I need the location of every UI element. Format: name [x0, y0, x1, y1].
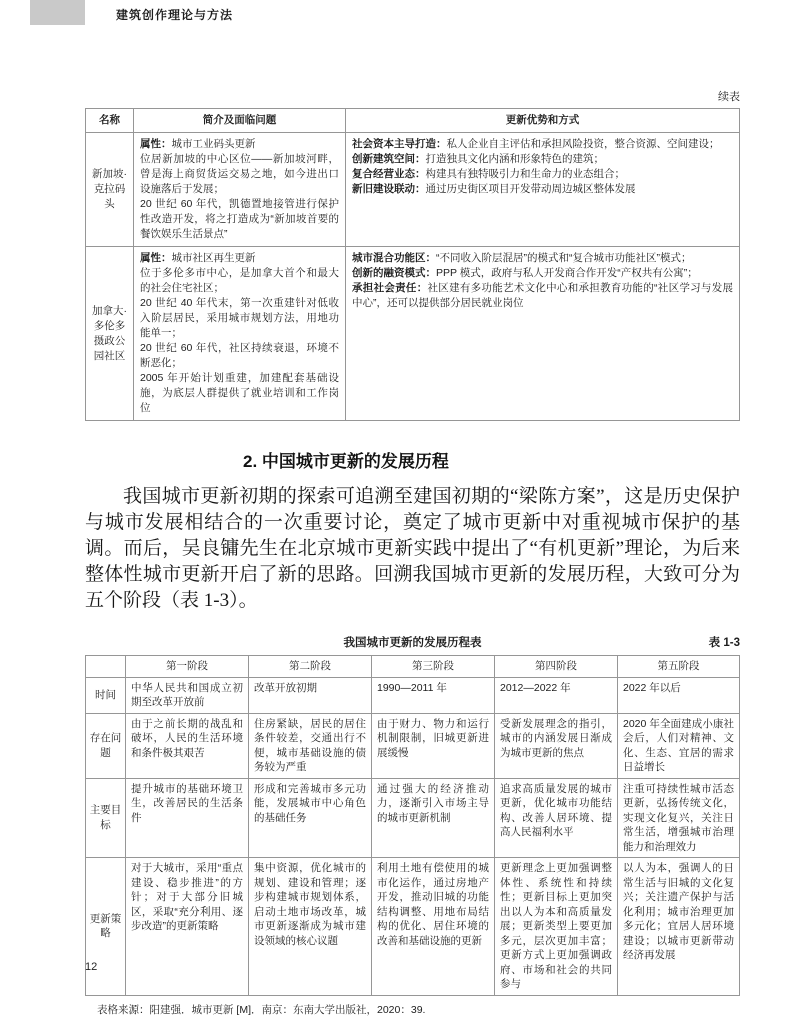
section-heading: 2. 中国城市更新的发展历程 [243, 452, 449, 471]
table-cell: 受新发展理念的指引，城市的内涵发展日渐成为城市更新的焦点 [495, 713, 618, 778]
item-lead-label: 新旧建设联动： [352, 183, 426, 195]
cell-paragraph: 复合经营业态：构建具有独特吸引力和生命力的业态组合； [352, 168, 625, 180]
cell-paragraph: 位居新加坡的中心区位——新加坡河畔，曾是海上商贸货运交易之地，如今进出口设施落后于发展； [140, 153, 339, 195]
case-name: 加拿大·多伦多摄政公园社区 [86, 247, 134, 421]
table-header-row [86, 109, 740, 133]
table-title: 我国城市更新的发展历程表 [343, 637, 482, 649]
stage-header: 第二阶段 [249, 656, 372, 678]
item-lead-label: 社会资本主导打造： [352, 138, 447, 150]
cell-paragraph: 位于多伦多市中心，是加拿大首个和最大的社会住宅社区； [140, 267, 339, 294]
cell-paragraph: 属性：城市社区再生更新 [140, 252, 256, 264]
table-row-time [86, 677, 740, 713]
table-cell: 2022 年以后 [618, 677, 740, 713]
cell-paragraph: 20 世纪 60 年代，凯德置地接管进行保护性改造开发，将之打造成为“新加坡首要的餐饮娱乐生活景点” [140, 198, 339, 240]
table-cell: 1990—2011 年 [372, 677, 495, 713]
table-cell: 改革开放初期 [249, 677, 372, 713]
table-row-goals [86, 778, 740, 858]
table-cell: 对于大城市，采用“重点建设、稳步推进”的方针；对于大部分旧城区，采取“充分利用、逐步改造”的更新策略 [126, 858, 249, 996]
case-advantages-cell [346, 247, 740, 421]
table-cell: 提升城市的基础环境卫生，改善居民的生活条件 [126, 778, 249, 858]
table-row-regent-park [86, 247, 740, 421]
body-paragraph: 我国城市更新初期的探索可追溯至建国初期的“梁陈方案”，这是历史保护与城市发展相结合的一次重要讨论，奠定了城市更新中对重视城市保护的基调。而后，吴良镛先生在北京城市更新实践中提出了“有机更新”理论，为后来整体性城市更新开启了新的思路。回溯我国城市更新的发展历程，大致可分为五个阶段（表 1-3）。 [85, 486, 740, 611]
table-source-note: 表格来源：阳建强．城市更新 [M]．南京：东南大学出版社，2020：39. [97, 1003, 426, 1016]
development-stages-table [85, 655, 740, 996]
case-name: 新加坡·克拉码头 [86, 133, 134, 247]
table-cell: 追求高质量发展的城市更新，优化城市功能结构、改善人居环境、提高人民福利水平 [495, 778, 618, 858]
header-corner-block [30, 0, 85, 25]
column-header-advantages: 更新优势和方式 [346, 109, 740, 133]
table-cell: 以人为本，强调人的日常生活与旧城的文化复兴；关注遗产保护与活化利用；城市治理更加多元化；宜居人居环境建设；以城市更新带动经济再发展 [618, 858, 740, 996]
table-cell: 利用土地有偿使用的城市化运作，通过房地产开发，推动旧城的功能结构调整、用地布局结构的优化、居住环境的改善和基础设施的更新 [372, 858, 495, 996]
row-label: 主要目标 [86, 778, 126, 858]
table-cell: 更新理念上更加强调整体性、系统性和持续性；更新目标上更加突出以人为本和高质量发展；更新类型上要更加多元，层次更加丰富；更新方式上更加强调政府、市场和社会的共同参与 [495, 858, 618, 996]
table-row-clarke-quay [86, 133, 740, 247]
item-lead-label: 属性： [140, 138, 172, 150]
column-header-intro: 简介及面临问题 [134, 109, 346, 133]
table-caption [85, 634, 740, 650]
case-intro-cell [134, 133, 346, 247]
item-lead-label: 城市混合功能区： [352, 252, 436, 264]
cell-paragraph: 2005 年开始计划重建，加建配套基础设施，为底层人群提供了就业培训和工作岗位 [140, 372, 339, 414]
cell-paragraph: 创新建筑空间：打造独具文化内涵和形象特色的建筑； [352, 153, 604, 165]
cell-paragraph: 20 世纪 60 年代，社区持续衰退，环境不断恶化； [140, 342, 339, 369]
item-lead-label: 属性： [140, 252, 172, 264]
table-cell: 注重可持续性城市活态更新，弘扬传统文化，实现文化复兴，关注日常生活，增强城市治理能力和治理效力 [618, 778, 740, 858]
table-cell: 由于财力、物力和运行机制限制，旧城更新进展缓慢 [372, 713, 495, 778]
stage-header: 第一阶段 [126, 656, 249, 678]
cell-paragraph: 城市混合功能区：“不同收入阶层混居”的模式和“复合城市功能社区”模式； [352, 252, 692, 264]
item-lead-label: 创新的融资模式： [352, 267, 436, 279]
table-cell: 由于之前长期的战乱和破坏，人民的生活环境和条件极其艰苦 [126, 713, 249, 778]
table-header-row [86, 656, 740, 678]
item-lead-label: 创新建筑空间： [352, 153, 426, 165]
row-label: 时间 [86, 677, 126, 713]
corner-cell [86, 656, 126, 678]
item-lead-label: 承担社会责任： [352, 282, 428, 294]
page-content [0, 88, 790, 1017]
table-cell: 2012—2022 年 [495, 677, 618, 713]
item-lead-label: 复合经营业态： [352, 168, 426, 180]
table-cell: 形成和完善城市多元功能，发展城市中心角色的基础任务 [249, 778, 372, 858]
row-label: 存在问题 [86, 713, 126, 778]
table-continued-label: 续表 [718, 91, 740, 103]
table-row-problems [86, 713, 740, 778]
cell-paragraph: 20 世纪 40 年代末，第一次重建针对低收入阶层居民，采用城市规划方法，用地功能单一； [140, 297, 339, 339]
cell-paragraph: 承担社会责任：社区建有多功能艺术文化中心和承担教育功能的“社区学习与发展中心”，还可以提供部分居民就业岗位 [352, 282, 733, 309]
cell-paragraph: 创新的融资模式：PPP 模式，政府与私人开发商合作开发“产权共有公寓”； [352, 267, 698, 279]
running-head-title: 建筑创作理论与方法 [116, 8, 234, 22]
page-header [0, 0, 790, 26]
table-cell: 集中资源，优化城市的规划、建设和管理；逐步构建城市规划体系，启动土地市场改革，城市更新逐渐成为城市建设领域的核心议题 [249, 858, 372, 996]
table-cell: 中华人民共和国成立初期至改革开放前 [126, 677, 249, 713]
case-advantages-cell [346, 133, 740, 247]
table-cell: 住房紧缺，居民的居住条件较差，交通出行不便，城市基础设施的债务较为严重 [249, 713, 372, 778]
table-row-strategies [86, 858, 740, 996]
stage-header: 第四阶段 [495, 656, 618, 678]
column-header-name: 名称 [86, 109, 134, 133]
table-cell: 2020 年全面建成小康社会后，人们对精神、文化、生态、宜居的需求日益增长 [618, 713, 740, 778]
cell-paragraph: 社会资本主导打造：私人企业自主评估和承担风险投资，整合资源、空间建设； [352, 138, 720, 150]
row-label: 更新策略 [86, 858, 126, 996]
stage-header: 第三阶段 [372, 656, 495, 678]
case-intro-cell [134, 247, 346, 421]
table-cell: 通过强大的经济推动力，逐渐引入市场主导的城市更新机制 [372, 778, 495, 858]
page-number: 12 [85, 961, 98, 973]
case-study-table [85, 108, 740, 421]
stage-header: 第五阶段 [618, 656, 740, 678]
cell-paragraph: 新旧建设联动：通过历史街区项目开发带动周边城区整体发展 [352, 183, 636, 195]
cell-paragraph: 属性：城市工业码头更新 [140, 138, 256, 150]
table-number-label: 表 1-3 [708, 637, 740, 649]
